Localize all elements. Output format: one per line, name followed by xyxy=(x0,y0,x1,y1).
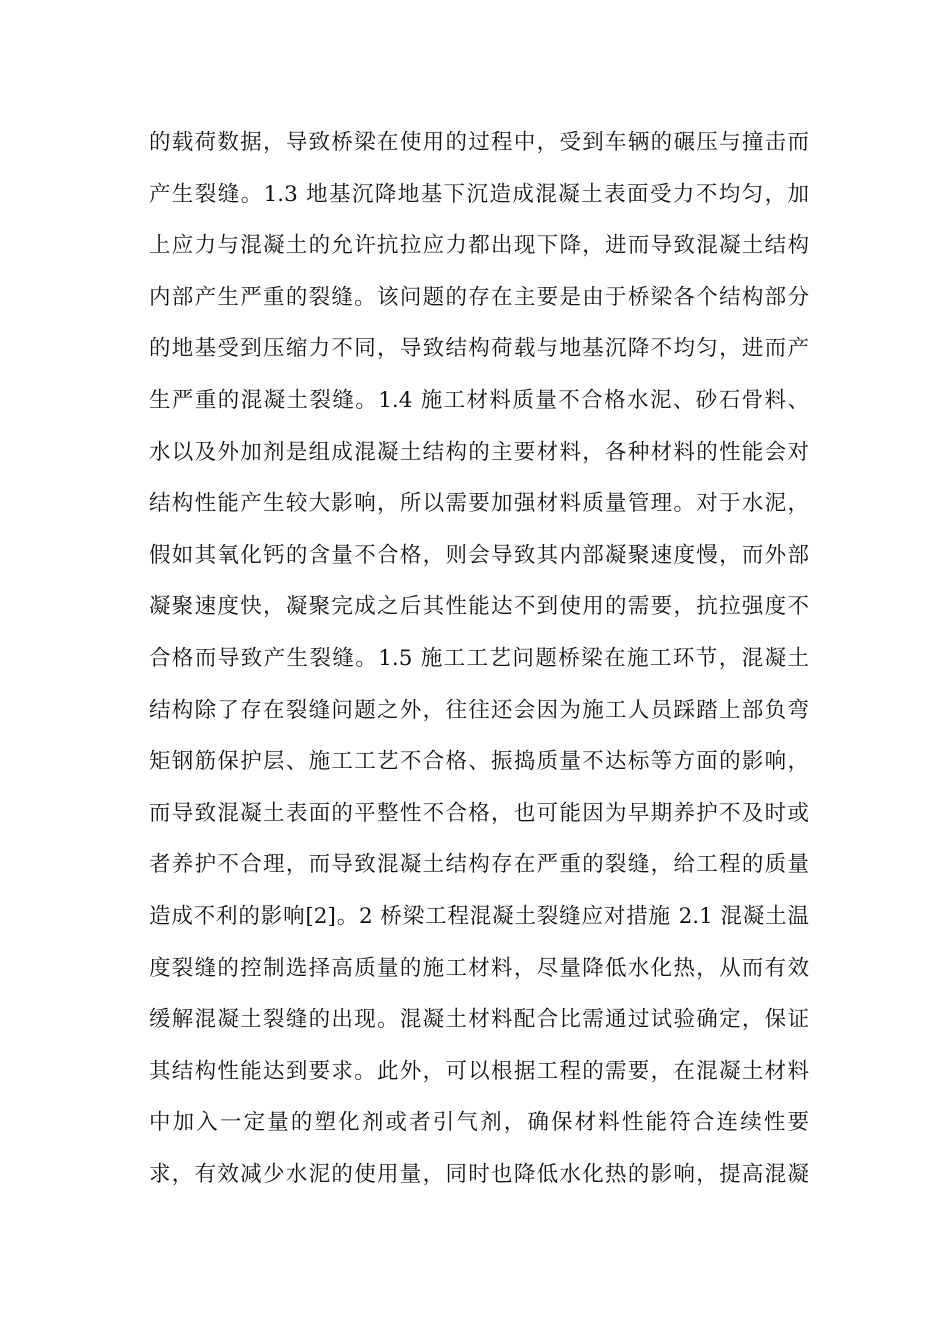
text-line: 上应力与混凝土的允许抗拉应力都出现下降，进而导致混凝土结构 xyxy=(149,233,809,259)
text-line: 中加入一定量的塑化剂或者引气剂，确保材料性能符合连续性要 xyxy=(149,1110,809,1136)
body-text xyxy=(149,117,809,1200)
text-line: 矩钢筋保护层、施工工艺不合格、振捣质量不达标等方面的影响， xyxy=(149,749,809,775)
text-line: 假如其氧化钙的含量不合格，则会导致其内部凝聚速度慢，而外部 xyxy=(149,542,809,568)
text-line: 者养护不合理，而导致混凝土结构存在严重的裂缝，给工程的质量 xyxy=(149,852,809,878)
text-line: 造成不利的影响[2]。2 桥梁工程混凝土裂缝应对措施 2.1 混凝土温 xyxy=(149,903,809,929)
text-line: 度裂缝的控制选择高质量的施工材料，尽量降低水化热，从而有效 xyxy=(149,955,809,981)
text-line: 的地基受到压缩力不同，导致结构荷载与地基沉降不均匀，进而产 xyxy=(149,336,809,362)
text-line: 其结构性能达到要求。此外，可以根据工程的需要，在混凝土材料 xyxy=(149,1058,809,1084)
text-line: 合格而导致产生裂缝。1.5 施工工艺问题桥梁在施工环节，混凝土 xyxy=(149,645,809,671)
text-line: 的载荷数据，导致桥梁在使用的过程中，受到车辆的碾压与撞击而 xyxy=(149,130,809,155)
text-line: 结构除了存在裂缝问题之外，往往还会因为施工人员踩踏上部负弯 xyxy=(149,697,809,723)
text-line: 而导致混凝土表面的平整性不合格，也可能因为早期养护不及时或 xyxy=(149,800,809,826)
text-line: 内部产生严重的裂缝。该问题的存在主要是由于桥梁各个结构部分 xyxy=(149,284,809,310)
text-line: 水以及外加剂是组成混凝土结构的主要材料，各种材料的性能会对 xyxy=(149,439,809,465)
text-line: 求，有效减少水泥的使用量，同时也降低水化热的影响，提高混凝 xyxy=(149,1161,809,1187)
text-line: 生严重的混凝土裂缝。1.4 施工材料质量不合格水泥、砂石骨料、 xyxy=(149,387,809,413)
text-line: 缓解混凝土裂缝的出现。混凝土材料配合比需通过试验确定，保证 xyxy=(149,1007,809,1033)
text-line: 结构性能产生较大影响，所以需要加强材料质量管理。对于水泥， xyxy=(149,491,809,517)
text-line: 产生裂缝。1.3 地基沉降地基下沉造成混凝土表面受力不均匀，加 xyxy=(149,181,809,207)
text-line: 凝聚速度快，凝聚完成之后其性能达不到使用的需要，抗拉强度不 xyxy=(149,594,809,620)
